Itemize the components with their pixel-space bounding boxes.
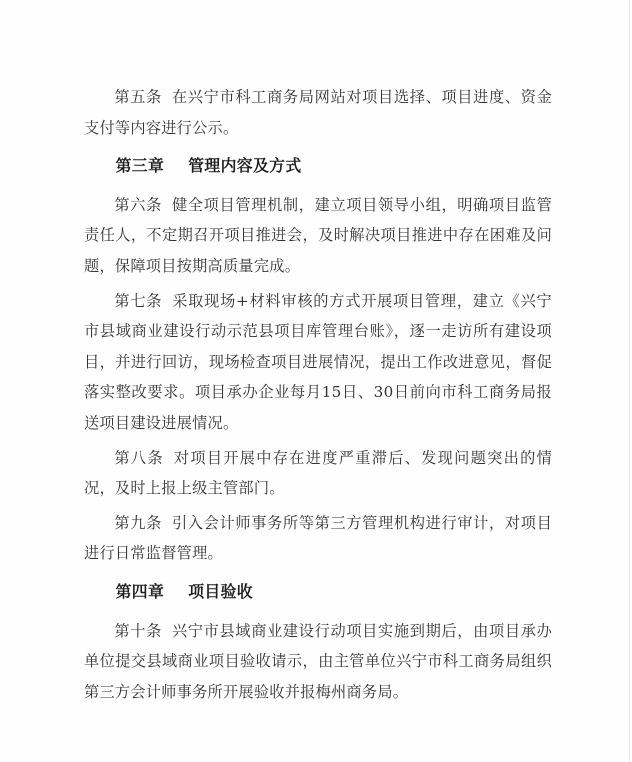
article-number: 第六条 [114,195,162,214]
article-number: 第八条 [114,448,164,467]
article-10 [84,616,552,708]
document-body [84,82,552,707]
chapter-title: 管理内容及方式 [188,156,302,176]
article-text: 在兴宁市科工商务局网站对项目选择、项目进度、资金支付等内容进行公示。 [84,88,553,137]
article-6 [84,190,552,282]
chapter-number: 第三章 [115,156,165,176]
article-5 [84,82,552,143]
chapter-3-heading [84,151,552,182]
chapter-title: 项目验收 [188,581,253,601]
article-text: 引入会计师事务所等第三方管理机构进行审计，对项目进行日常监督管理。 [84,513,553,563]
article-7 [84,286,552,439]
article-8 [84,443,552,504]
article-9 [84,508,552,569]
article-number: 第五条 [114,88,162,106]
chapter-4-heading [84,577,552,608]
article-text: 采取现场+材料审核的方式开展项目管理，建立《兴宁市县域商业建设行动示范县项目库管理台账》，逐一走访所有建设项目，并进行回访，现场检查项目进展情况，提出工作改进意见，督促落实整改要求。项目承办企业每月15日、30日前向市科工商务局报送项目建设进展情况。 [84,291,552,432]
article-number: 第九条 [114,513,162,532]
article-text: 健全项目管理机制，建立项目领导小组，明确项目监管责任人，不定期召开项目推进会，及时解决项目推进中存在困难及问题，保障项目按期高质量完成。 [84,195,553,275]
article-number: 第十条 [114,621,162,640]
article-number: 第七条 [114,291,163,310]
article-text: 兴宁市县域商业建设行动项目实施到期后，由项目承办单位提交县域商业项目验收请示，由主管单位兴宁市科工商务局组织第三方会计师事务所开展验收并报梅州商务局。 [84,621,553,701]
chapter-number: 第四章 [115,581,165,601]
article-text: 对项目开展中存在进度严重滞后、发现问题突出的情况，及时上报上级主管部门。 [84,448,553,498]
